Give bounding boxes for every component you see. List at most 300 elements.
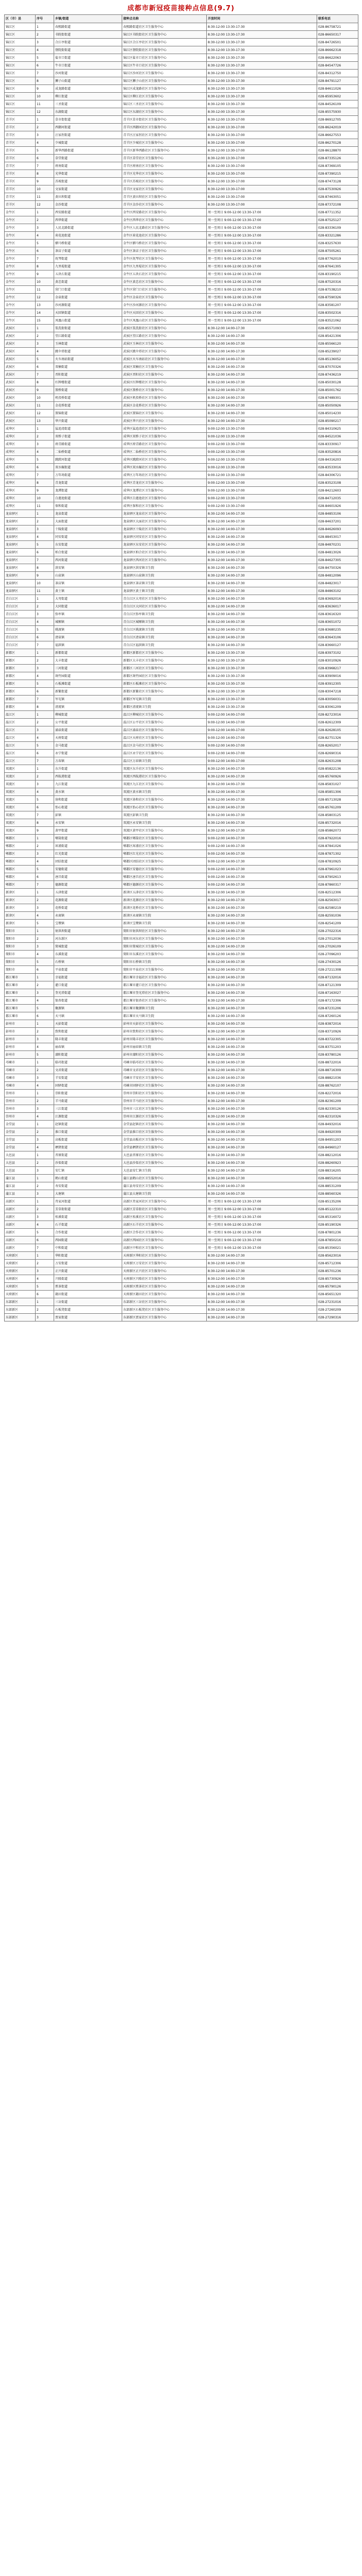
hours-cell: 8:30-12:00 14:00-17:30 bbox=[207, 1291, 317, 1298]
district-cell: 金牛区 bbox=[5, 294, 36, 301]
district-cell: 彭州市 bbox=[5, 1036, 36, 1043]
hours-cell: 8:30-12:00 14:00-17:30 bbox=[207, 951, 317, 958]
table-row bbox=[5, 1252, 358, 1260]
street-cell: 双楠街道 bbox=[54, 363, 122, 371]
table-row bbox=[5, 526, 358, 533]
hours-cell: 8:30-12:00 14:00-17:30 bbox=[207, 518, 317, 526]
table-row bbox=[5, 317, 358, 325]
number-cell: 2 bbox=[36, 719, 54, 726]
site-name-cell: 温江区金马社区卫生服务中心 bbox=[122, 742, 207, 750]
hours-cell: 8:30-12:00 13:30-17:30 bbox=[207, 703, 317, 711]
phone-cell: 028-87489301 bbox=[317, 394, 358, 402]
table-row bbox=[5, 595, 358, 603]
street-cell: 唐昌街道 bbox=[54, 873, 122, 881]
table-row bbox=[5, 688, 358, 696]
site-name-cell: 东部新区三岔社区卫生服务中心 bbox=[122, 1298, 207, 1306]
hours-cell: 8:30-12:00 14:00-17:30 bbox=[207, 386, 317, 394]
site-name-cell: 彭州市致和社区卫生服务中心 bbox=[122, 1028, 207, 1036]
district-cell: 郫都区 bbox=[5, 881, 36, 889]
number-cell: 15 bbox=[36, 317, 54, 325]
street-cell: 同安街道 bbox=[54, 533, 122, 541]
district-cell: 金堂县 bbox=[5, 1136, 36, 1144]
phone-cell: 028-84627305 bbox=[317, 556, 358, 564]
phone-cell: 028-87922016 bbox=[317, 835, 358, 842]
hours-cell: 8:30-12:00 13:30-17:00 bbox=[207, 162, 317, 170]
district-cell: 邛崃市 bbox=[5, 1059, 36, 1066]
street-cell: 黄土镇 bbox=[54, 587, 122, 595]
site-name-cell: 成华区龙潭社区卫生服务中心 bbox=[122, 487, 207, 495]
hours-cell: 8:30-12:00 13:30-17:30 bbox=[207, 108, 317, 116]
district-cell: 金牛区 bbox=[5, 286, 36, 294]
number-cell: 5 bbox=[36, 1051, 54, 1059]
phone-cell: 028-85851306 bbox=[317, 788, 358, 796]
hours-cell: 8:30-12:00 13:30-17:30 bbox=[207, 665, 317, 672]
number-cell: 8 bbox=[36, 170, 54, 178]
number-cell: 2 bbox=[36, 1028, 54, 1036]
street-cell: 狮子山街道 bbox=[54, 77, 122, 85]
hours-cell: 8:30-12:00 14:00-17:30 bbox=[207, 773, 317, 781]
number-cell: 3 bbox=[36, 440, 54, 448]
table-row bbox=[5, 309, 358, 317]
site-name-cell: 金牛区黄忠社区卫生服务中心 bbox=[122, 278, 207, 286]
table-row bbox=[5, 881, 358, 889]
district-cell: 简阳市 bbox=[5, 935, 36, 943]
phone-cell: 028-87961023 bbox=[317, 866, 358, 873]
district-cell: 青白江区 bbox=[5, 618, 36, 626]
district-cell: 双流区 bbox=[5, 796, 36, 804]
district-cell: 武侯区 bbox=[5, 332, 36, 340]
hours-cell: 9:00-12:00 14:00-17:30 bbox=[207, 850, 317, 858]
hours-cell: 周一至周日 9:00-12:00 13:30-17:00 bbox=[207, 216, 317, 224]
hours-cell: 8:30-12:00 14:00-17:30 bbox=[207, 904, 317, 912]
table-row bbox=[5, 665, 358, 672]
site-name-cell: 新都区清流镇卫生院 bbox=[122, 703, 207, 711]
district-cell: 武侯区 bbox=[5, 417, 36, 425]
phone-cell: 028-85701236 bbox=[317, 1267, 358, 1275]
number-cell: 4 bbox=[36, 46, 54, 54]
site-name-cell: 天府新区正兴社区卫生服务中心 bbox=[122, 1267, 207, 1275]
street-cell: 驷马桥街道 bbox=[54, 240, 122, 247]
number-cell: 4 bbox=[36, 618, 54, 626]
number-cell: 1 bbox=[36, 1252, 54, 1260]
phone-cell: 028-87801236 bbox=[317, 1229, 358, 1236]
district-cell: 青羊区 bbox=[5, 155, 36, 162]
district-cell: 邛崃市 bbox=[5, 1066, 36, 1074]
number-cell: 6 bbox=[36, 634, 54, 641]
site-name-cell: 武侯区双楠社区卫生服务中心 bbox=[122, 363, 207, 371]
street-cell: 簇桥街道 bbox=[54, 386, 122, 394]
table-row bbox=[5, 696, 358, 703]
phone-cell: 028-27022316 bbox=[317, 927, 358, 935]
hours-cell: 8:30-12:00 14:00-17:30 bbox=[207, 379, 317, 386]
phone-cell: 028-27231016 bbox=[317, 1298, 358, 1306]
hours-cell: 9:00-12:00 14:00-17:00 bbox=[207, 719, 317, 726]
hours-cell: 8:30-12:00 14:00-17:30 bbox=[207, 541, 317, 549]
street-cell: 龙潭街道 bbox=[54, 487, 122, 495]
district-cell: 双流区 bbox=[5, 819, 36, 827]
table-row bbox=[5, 618, 358, 626]
table-row bbox=[5, 827, 358, 835]
hours-cell: 8:30-12:00 14:00-17:30 bbox=[207, 348, 317, 355]
column-header-district: 区（市）县 bbox=[5, 15, 36, 23]
district-cell: 青白江区 bbox=[5, 611, 36, 618]
street-cell: 彭镇 bbox=[54, 811, 122, 819]
street-cell: 贾家街道 bbox=[54, 1314, 122, 1321]
number-cell: 1 bbox=[36, 1020, 54, 1028]
number-cell: 10 bbox=[36, 93, 54, 100]
phone-cell: 028-87163027 bbox=[317, 989, 358, 997]
table-row bbox=[5, 139, 358, 147]
street-cell: 成龙路街道 bbox=[54, 85, 122, 93]
street-cell: 晋原街道 bbox=[54, 1151, 122, 1159]
number-cell: 5 bbox=[36, 355, 54, 363]
street-cell: 东溪街道 bbox=[54, 951, 122, 958]
number-cell: 7 bbox=[36, 757, 54, 765]
number-cell: 9 bbox=[36, 386, 54, 394]
number-cell: 6 bbox=[36, 62, 54, 70]
phone-cell: 028-84611026 bbox=[317, 85, 358, 93]
table-row bbox=[5, 518, 358, 526]
street-cell: 火车南站街道 bbox=[54, 355, 122, 363]
district-cell: 金牛区 bbox=[5, 247, 36, 255]
phone-cell: 028-88552016 bbox=[317, 1175, 358, 1182]
table-row bbox=[5, 1090, 358, 1097]
number-cell: 5 bbox=[36, 920, 54, 927]
table-row bbox=[5, 611, 358, 618]
site-name-cell: 青羊区文家社区卫生服务中心 bbox=[122, 185, 207, 193]
table-row bbox=[5, 1051, 358, 1059]
street-cell: 肖家河街道 bbox=[54, 1198, 122, 1206]
street-cell: 永安镇 bbox=[54, 819, 122, 827]
site-name-cell: 新都区石板滩社区卫生服务中心 bbox=[122, 680, 207, 688]
district-cell: 成华区 bbox=[5, 502, 36, 510]
district-cell: 金堂县 bbox=[5, 1144, 36, 1151]
street-cell: 万年场街道 bbox=[54, 471, 122, 479]
phone-cell: 028-84750326 bbox=[317, 564, 358, 572]
hours-cell: 周一至周日 9:00-12:00 13:30-17:00 bbox=[207, 232, 317, 240]
hours-cell: 8:30-12:00 14:00-17:30 bbox=[207, 1059, 317, 1066]
hours-cell: 8:30-12:00 13:30-17:00 bbox=[207, 193, 317, 201]
site-name-cell: 高新区合作社区卫生服务中心 bbox=[122, 1229, 207, 1236]
number-cell: 1 bbox=[36, 1298, 54, 1306]
hours-cell: 8:30-12:00 14:00-17:30 bbox=[207, 1306, 317, 1314]
phone-cell: 028-83010926 bbox=[317, 657, 358, 665]
table-row bbox=[5, 1267, 358, 1275]
district-cell: 双流区 bbox=[5, 811, 36, 819]
street-cell: 清泉镇 bbox=[54, 634, 122, 641]
table-row bbox=[5, 162, 358, 170]
phone-cell: 028-84526109 bbox=[317, 100, 358, 108]
number-cell: 6 bbox=[36, 1291, 54, 1298]
table-row bbox=[5, 1167, 358, 1175]
district-cell: 新津区 bbox=[5, 889, 36, 896]
district-cell: 龙泉驿区 bbox=[5, 541, 36, 549]
district-cell: 邛崃市 bbox=[5, 1082, 36, 1090]
site-name-cell: 青白江区弥牟镇卫生院 bbox=[122, 611, 207, 618]
phone-cell: 028-83061209 bbox=[317, 703, 358, 711]
site-name-cell: 崇州市羊马社区卫生服务中心 bbox=[122, 1097, 207, 1105]
phone-cell: 028-83636017 bbox=[317, 603, 358, 611]
hours-cell: 8:30-12:00 14:00-17:30 bbox=[207, 1028, 317, 1036]
number-cell: 3 bbox=[36, 943, 54, 951]
hours-cell: 周一至周日 9:00-12:00 13:30-17:00 bbox=[207, 255, 317, 263]
site-name-cell: 简阳市射洪坝社区卫生服务中心 bbox=[122, 927, 207, 935]
hours-cell: 8:30-12:00 13:30-17:30 bbox=[207, 54, 317, 62]
number-cell: 1 bbox=[36, 23, 54, 31]
phone-cell: 028-83336109 bbox=[317, 224, 358, 232]
number-cell: 3 bbox=[36, 1136, 54, 1144]
hours-cell: 周一至周日 9:00-12:00 13:30-17:00 bbox=[207, 301, 317, 309]
number-cell: 2 bbox=[36, 1066, 54, 1074]
phone-cell: 028-87335126 bbox=[317, 155, 358, 162]
street-cell: 赵镇街道 bbox=[54, 1121, 122, 1128]
number-cell: 1 bbox=[36, 889, 54, 896]
district-cell: 金牛区 bbox=[5, 263, 36, 270]
street-cell: 九里堤街道 bbox=[54, 263, 122, 270]
district-cell: 崇州市 bbox=[5, 1113, 36, 1121]
district-cell: 成华区 bbox=[5, 433, 36, 440]
street-cell: 安德街道 bbox=[54, 866, 122, 873]
number-cell: 6 bbox=[36, 804, 54, 811]
street-cell: 斑竹园街道 bbox=[54, 672, 122, 680]
street-cell: 福洪镇 bbox=[54, 641, 122, 649]
hours-cell: 9:00-12:00 14:00-17:00 bbox=[207, 734, 317, 742]
street-cell: 春熙路街道 bbox=[54, 23, 122, 31]
district-cell: 成华区 bbox=[5, 464, 36, 471]
street-cell: 大面街道 bbox=[54, 518, 122, 526]
phone-cell: 028-85421306 bbox=[317, 332, 358, 340]
number-cell: 3 bbox=[36, 1074, 54, 1082]
district-cell: 天府新区 bbox=[5, 1291, 36, 1298]
district-cell: 都江堰市 bbox=[5, 997, 36, 1005]
site-name-cell: 都江堰市天马镇卫生院 bbox=[122, 1012, 207, 1020]
street-cell: 大塘镇 bbox=[54, 1190, 122, 1198]
phone-cell: 028-83912305 bbox=[317, 680, 358, 688]
site-name-cell: 成华区保和社区卫生服务中心 bbox=[122, 502, 207, 510]
number-cell: 2 bbox=[36, 773, 54, 781]
phone-cell: 028-84932016 bbox=[317, 1121, 358, 1128]
site-name-cell: 锦江区狮子山社区卫生服务中心 bbox=[122, 77, 207, 85]
district-cell: 天府新区 bbox=[5, 1260, 36, 1267]
street-cell: 新华西路街道 bbox=[54, 147, 122, 155]
hours-cell: 8:30-12:00 14:00-17:30 bbox=[207, 927, 317, 935]
district-cell: 青羊区 bbox=[5, 162, 36, 170]
number-cell: 6 bbox=[36, 1012, 54, 1020]
number-cell: 10 bbox=[36, 185, 54, 193]
phone-cell: 028-83973102 bbox=[317, 649, 358, 657]
number-cell: 4 bbox=[36, 788, 54, 796]
table-row bbox=[5, 131, 358, 139]
street-cell: 芳草街街道 bbox=[54, 1206, 122, 1213]
site-name-cell: 东部新区石板凳社区卫生服务中心 bbox=[122, 1306, 207, 1314]
site-name-cell: 青白江区城厢镇卫生院 bbox=[122, 618, 207, 626]
street-cell: 书院街街道 bbox=[54, 31, 122, 39]
district-cell: 简阳市 bbox=[5, 943, 36, 951]
phone-cell: 028-27012036 bbox=[317, 935, 358, 943]
site-name-cell: 蒲江县寿安社区卫生服务中心 bbox=[122, 1182, 207, 1190]
hours-cell: 8:30-12:00 14:00-17:30 bbox=[207, 340, 317, 348]
number-cell: 6 bbox=[36, 363, 54, 371]
phone-cell: 028-86270128 bbox=[317, 139, 358, 147]
number-cell: 2 bbox=[36, 1260, 54, 1267]
phone-cell: 028-85730926 bbox=[317, 1275, 358, 1283]
street-cell: 沙河街道 bbox=[54, 70, 122, 77]
site-name-cell: 新都区新繁社区卫生服务中心 bbox=[122, 688, 207, 696]
table-row bbox=[5, 866, 358, 873]
table-body bbox=[5, 23, 358, 1321]
column-header-street: 乡镇/街道 bbox=[54, 15, 122, 23]
phone-cell: 028-84853106 bbox=[317, 510, 358, 518]
site-name-cell: 天府新区华阳社区卫生服务中心 bbox=[122, 1252, 207, 1260]
street-cell: 大丰街道 bbox=[54, 657, 122, 665]
site-name-cell: 龙泉驿区龙泉社区卫生服务中心 bbox=[122, 510, 207, 518]
number-cell: 3 bbox=[36, 1213, 54, 1221]
district-cell: 崇州市 bbox=[5, 1097, 36, 1105]
hours-cell: 8:30-12:00 13:30-17:30 bbox=[207, 100, 317, 108]
number-cell: 9 bbox=[36, 572, 54, 580]
table-row bbox=[5, 77, 358, 85]
table-row bbox=[5, 1151, 358, 1159]
number-cell: 11 bbox=[36, 100, 54, 108]
table-row bbox=[5, 641, 358, 649]
phone-cell: 028-87850216 bbox=[317, 1236, 358, 1244]
street-cell: 石桥镇 bbox=[54, 958, 122, 966]
number-cell: 6 bbox=[36, 1236, 54, 1244]
street-cell: 淮口街道 bbox=[54, 1128, 122, 1136]
street-cell: 简城街道 bbox=[54, 943, 122, 951]
table-row bbox=[5, 232, 358, 240]
number-cell: 6 bbox=[36, 247, 54, 255]
site-name-cell: 成华区白莲池社区卫生服务中心 bbox=[122, 495, 207, 502]
number-cell: 7 bbox=[36, 556, 54, 564]
street-cell: 玉林街道 bbox=[54, 340, 122, 348]
phone-cell: 028-85651320 bbox=[317, 1291, 358, 1298]
hours-cell: 周一至周日 9:00-12:00 13:30-17:00 bbox=[207, 263, 317, 270]
site-name-cell: 新都区军屯镇卫生院 bbox=[122, 696, 207, 703]
hours-cell: 8:30-12:00 14:00-17:30 bbox=[207, 1090, 317, 1097]
site-name-cell: 金牛区西安路社区卫生服务中心 bbox=[122, 209, 207, 216]
district-cell: 温江区 bbox=[5, 757, 36, 765]
phone-cell: 028-86662318 bbox=[317, 46, 358, 54]
district-cell: 武侯区 bbox=[5, 363, 36, 371]
hours-cell: 8:30-12:00 14:00-17:30 bbox=[207, 603, 317, 611]
phone-cell: 028-87538210 bbox=[317, 286, 358, 294]
table-row bbox=[5, 951, 358, 958]
hours-cell: 8:30-12:00 13:30-17:00 bbox=[207, 178, 317, 185]
district-cell: 青羊区 bbox=[5, 124, 36, 131]
district-cell: 金牛区 bbox=[5, 317, 36, 325]
table-row bbox=[5, 649, 358, 657]
phone-cell: 028-88453017 bbox=[317, 533, 358, 541]
table-row bbox=[5, 23, 358, 31]
number-cell: 5 bbox=[36, 866, 54, 873]
site-name-cell: 锦江区柳江社区卫生服务中心 bbox=[122, 93, 207, 100]
number-cell: 4 bbox=[36, 858, 54, 866]
phone-cell: 028-84521036 bbox=[317, 433, 358, 440]
number-cell: 3 bbox=[36, 526, 54, 533]
hours-cell: 8:30-12:00 14:00-17:30 bbox=[207, 564, 317, 572]
hours-cell: 8:30-12:00 14:00-17:30 bbox=[207, 1159, 317, 1167]
table-row bbox=[5, 564, 358, 572]
district-cell: 彭州市 bbox=[5, 1051, 36, 1059]
phone-cell: 028-86622063 bbox=[317, 54, 358, 62]
table-row bbox=[5, 425, 358, 433]
number-cell: 1 bbox=[36, 1090, 54, 1097]
phone-cell: 028-87260126 bbox=[317, 1012, 358, 1020]
street-cell: 清流镇 bbox=[54, 703, 122, 711]
district-cell: 蒲江县 bbox=[5, 1190, 36, 1198]
street-cell: 簇锦街道 bbox=[54, 410, 122, 417]
phone-cell: 028-85030128 bbox=[317, 379, 358, 386]
phone-cell: 028-86650317 bbox=[317, 31, 358, 39]
site-name-cell: 成华区双桥子社区卫生服务中心 bbox=[122, 433, 207, 440]
number-cell: 3 bbox=[36, 989, 54, 997]
number-cell: 6 bbox=[36, 966, 54, 974]
street-cell: 三河街道 bbox=[54, 665, 122, 672]
hours-cell: 周一至周日 9:00-12:00 13:30-17:00 bbox=[207, 1206, 317, 1213]
hours-cell: 8:30-12:00 14:00-17:30 bbox=[207, 788, 317, 796]
phone-cell: 028-83643106 bbox=[317, 634, 358, 641]
street-cell: 草堂街道 bbox=[54, 155, 122, 162]
street-cell: 柏合街道 bbox=[54, 549, 122, 556]
hours-cell: 8:30-12:00 14:00-17:30 bbox=[207, 410, 317, 417]
street-cell: 西御河街道 bbox=[54, 124, 122, 131]
site-name-cell: 简阳市平泉社区卫生服务中心 bbox=[122, 966, 207, 974]
street-cell: 灌口街道 bbox=[54, 981, 122, 989]
site-name-cell: 金牛区九里堤社区卫生服务中心 bbox=[122, 263, 207, 270]
table-row bbox=[5, 927, 358, 935]
column-header-site: 接种点名称 bbox=[122, 15, 207, 23]
hours-cell: 周一至周日 9:00-12:00 13:30-17:00 bbox=[207, 1229, 317, 1236]
site-name-cell: 新都区三河社区卫生服务中心 bbox=[122, 665, 207, 672]
phone-cell: 028-88212016 bbox=[317, 1151, 358, 1159]
street-cell: 丽春镇 bbox=[54, 1043, 122, 1051]
site-name-cell: 高新区芳草街社区卫生服务中心 bbox=[122, 1206, 207, 1213]
district-cell: 青白江区 bbox=[5, 595, 36, 603]
number-cell: 4 bbox=[36, 348, 54, 355]
hours-cell: 8:30-12:00 14:00-17:30 bbox=[207, 626, 317, 634]
phone-cell: 028-83190215 bbox=[317, 270, 358, 278]
hours-cell: 8:30-12:00 14:00-17:30 bbox=[207, 371, 317, 379]
street-cell: 羊安街道 bbox=[54, 1074, 122, 1082]
district-cell: 都江堰市 bbox=[5, 1005, 36, 1012]
district-cell: 金牛区 bbox=[5, 255, 36, 263]
site-name-cell: 双流区协和社区卫生服务中心 bbox=[122, 796, 207, 804]
number-cell: 4 bbox=[36, 1082, 54, 1090]
district-cell: 锦江区 bbox=[5, 39, 36, 46]
hours-cell: 8:30-12:00 14:00-17:30 bbox=[207, 1074, 317, 1082]
hours-cell: 8:30-12:00 13:30-17:30 bbox=[207, 70, 317, 77]
site-name-cell: 金牛区驷马桥社区卫生服务中心 bbox=[122, 240, 207, 247]
phone-cell: 028-86128870 bbox=[317, 147, 358, 155]
table-row bbox=[5, 541, 358, 549]
number-cell: 14 bbox=[36, 309, 54, 317]
site-name-cell: 锦江区合江亭社区卫生服务中心 bbox=[122, 39, 207, 46]
table-row bbox=[5, 495, 358, 502]
phone-cell: 028-84637201 bbox=[317, 518, 358, 526]
hours-cell: 8:30-12:00 14:00-17:30 bbox=[207, 974, 317, 981]
phone-cell: 028-84306721 bbox=[317, 471, 358, 479]
hours-cell: 周一至周日 9:00-12:00 13:30-17:00 bbox=[207, 294, 317, 301]
hours-cell: 8:30-12:00 14:00-17:30 bbox=[207, 1136, 317, 1144]
district-cell: 锦江区 bbox=[5, 77, 36, 85]
street-cell: 晋阳街道 bbox=[54, 371, 122, 379]
street-cell: 营门口街道 bbox=[54, 286, 122, 294]
site-name-cell: 郫都区安德社区卫生服务中心 bbox=[122, 866, 207, 873]
site-name-cell: 金牛区人民北路社区卫生服务中心 bbox=[122, 224, 207, 232]
number-cell: 9 bbox=[36, 827, 54, 835]
table-row bbox=[5, 1059, 358, 1066]
